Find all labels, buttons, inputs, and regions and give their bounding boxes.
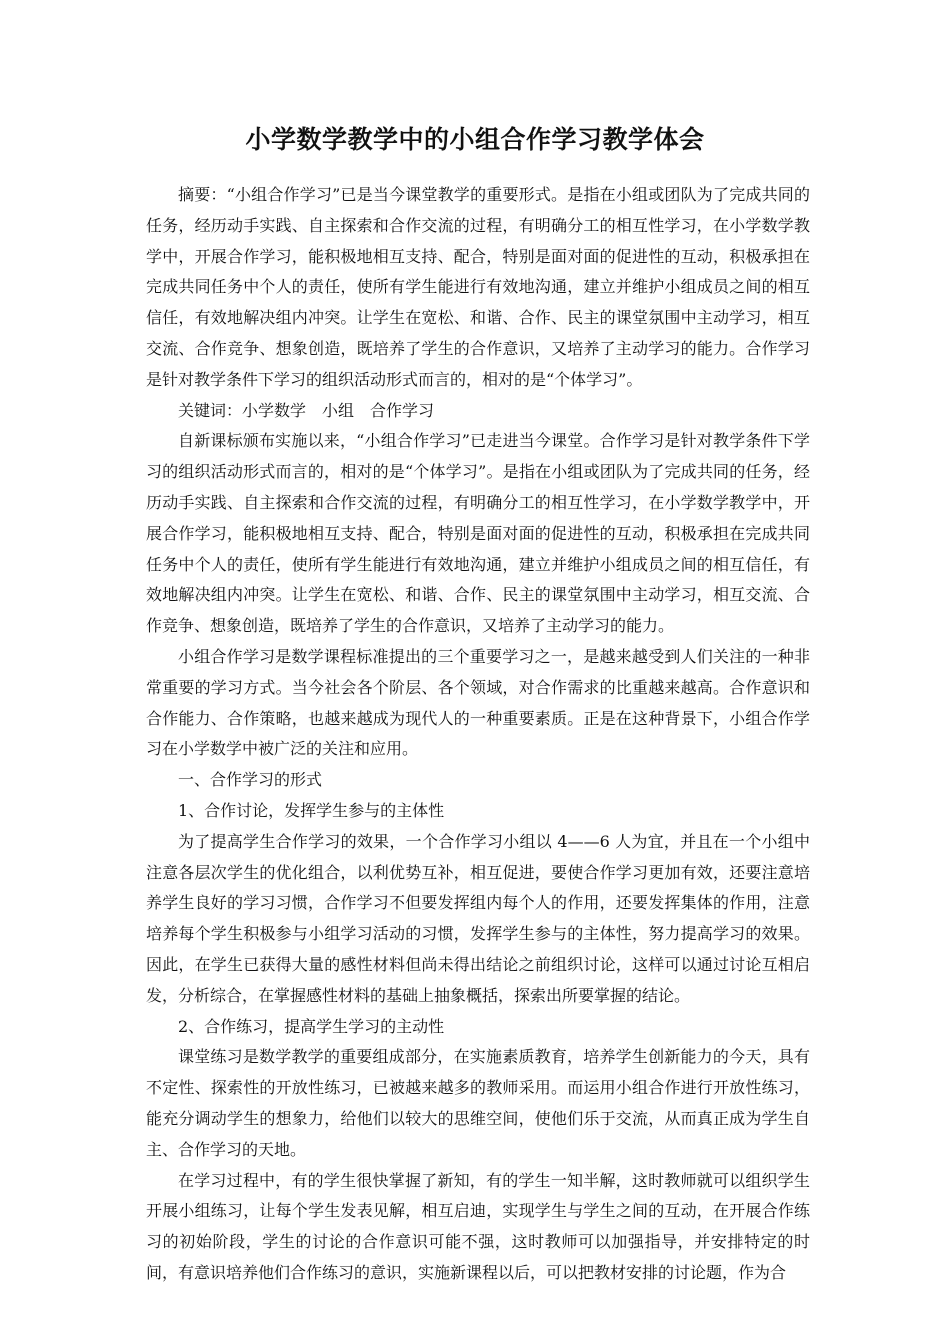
body-paragraph: 为了提高学生合作学习的效果，一个合作学习小组以 4——6 人为宜，并且在一个小组中注意各层次学生的优化组合，以利优势互补，相互促进，要使合作学习更加有效，还要注意培养学生良好的学习习惯，合作学习不但要发挥组内每个人的作用，还要发挥集体的作用，注意培养每个学生积极参与小组学习活动的习惯，发挥学生参与的主体性，努力提高学习的效果。因此，在学生已获得大量的感性材料但尚未得出结论之前组织讨论，这样可以通过讨论互相启发，分析综合，在掌握感性材料的基础上抽象概括，探索出所要掌握的结论。	[146, 831, 810, 1005]
body-paragraph: 小组合作学习是数学课程标准提出的三个重要学习之一，是越来越受到人们关注的一种非常重要的学习方式。当今社会各个阶层、各个领域，对合作需求的比重越来越高。合作意识和合作能力、合作策略，也越来越成为现代人的一种重要素质。正是在这种背景下，小组合作学习在小学数学中被广泛的关注和应用。	[146, 646, 810, 759]
abstract-paragraph: 摘要：“小组合作学习”已是当今课堂教学的重要形式。是指在小组或团队为了完成共同的任务，经历动手实践、自主探索和合作交流的过程，有明确分工的相互性学习，在小学数学教学中，开展合作学习，能积极地相互支持、配合，特别是面对面的促进性的互动，积极承担在完成共同任务中个人的责任，使所有学生能进行有效地沟通，建立并维护小组成员之间的相互信任，有效地解决组内冲突。让学生在宽松、和谐、合作、民主的课堂氛围中主动学习，相互交流、合作竞争、想象创造，既培养了学生的合作意识，又培养了主动学习的能力。合作学习是针对教学条件下学习的组织活动形式而言的，相对的是“个体学习”。	[146, 185, 810, 389]
subsection-heading: 2、合作练习，提高学生学习的主动性	[178, 1016, 445, 1036]
body-paragraph: 自新课标颁布实施以来，“小组合作学习”已走进当今课堂。合作学习是针对教学条件下学习的组织活动形式而言的，相对的是“个体学习”。是指在小组或团队为了完成共同的任务，经历动手实践、自主探索和合作交流的过程，有明确分工的相互性学习，在小学数学教学中，开展合作学习，能积极地相互支持、配合，特别是面对面的促进性的互动，积极承担在完成共同任务中个人的责任，使所有学生能进行有效地沟通，建立并维护小组成员之间的相互信任，有效地解决组内冲突。让学生在宽松、和谐、合作、民主的课堂氛围中主动学习，相互交流、合作竞争、想象创造，既培养了学生的合作意识，又培养了主动学习的能力。	[146, 431, 810, 636]
section-heading: 一、合作学习的形式	[178, 770, 323, 790]
document-title: 小学数学教学中的小组合作学习教学体会	[245, 125, 705, 154]
document-body	[146, 180, 810, 1289]
subsection-heading: 1、合作讨论，发挥学生参与的主体性	[178, 800, 445, 820]
keywords-line: 关键词：小学数学 小组 合作学习	[178, 400, 435, 420]
body-paragraph: 在学习过程中，有的学生很快掌握了新知，有的学生一知半解，这时教师就可以组织学生开展小组练习，让每个学生发表见解，相互启迪，实现学生与学生之间的互动，在开展合作练习的初始阶段，学生的讨论的合作意识可能不强，这时教师可以加强指导，并安排特定的时间，有意识培养他们合作练习的意识，实施新课程以后，可以把教材安排的讨论题，作为合	[146, 1170, 810, 1282]
body-paragraph: 课堂练习是数学教学的重要组成部分，在实施素质教育，培养学生创新能力的今天，具有不定性、探索性的开放性练习，已被越来越多的教师采用。而运用小组合作进行开放性练习，能充分调动学生的想象力，给他们以较大的思维空间，使他们乐于交流，从而真正成为学生自主、合作学习的天地。	[146, 1047, 810, 1159]
